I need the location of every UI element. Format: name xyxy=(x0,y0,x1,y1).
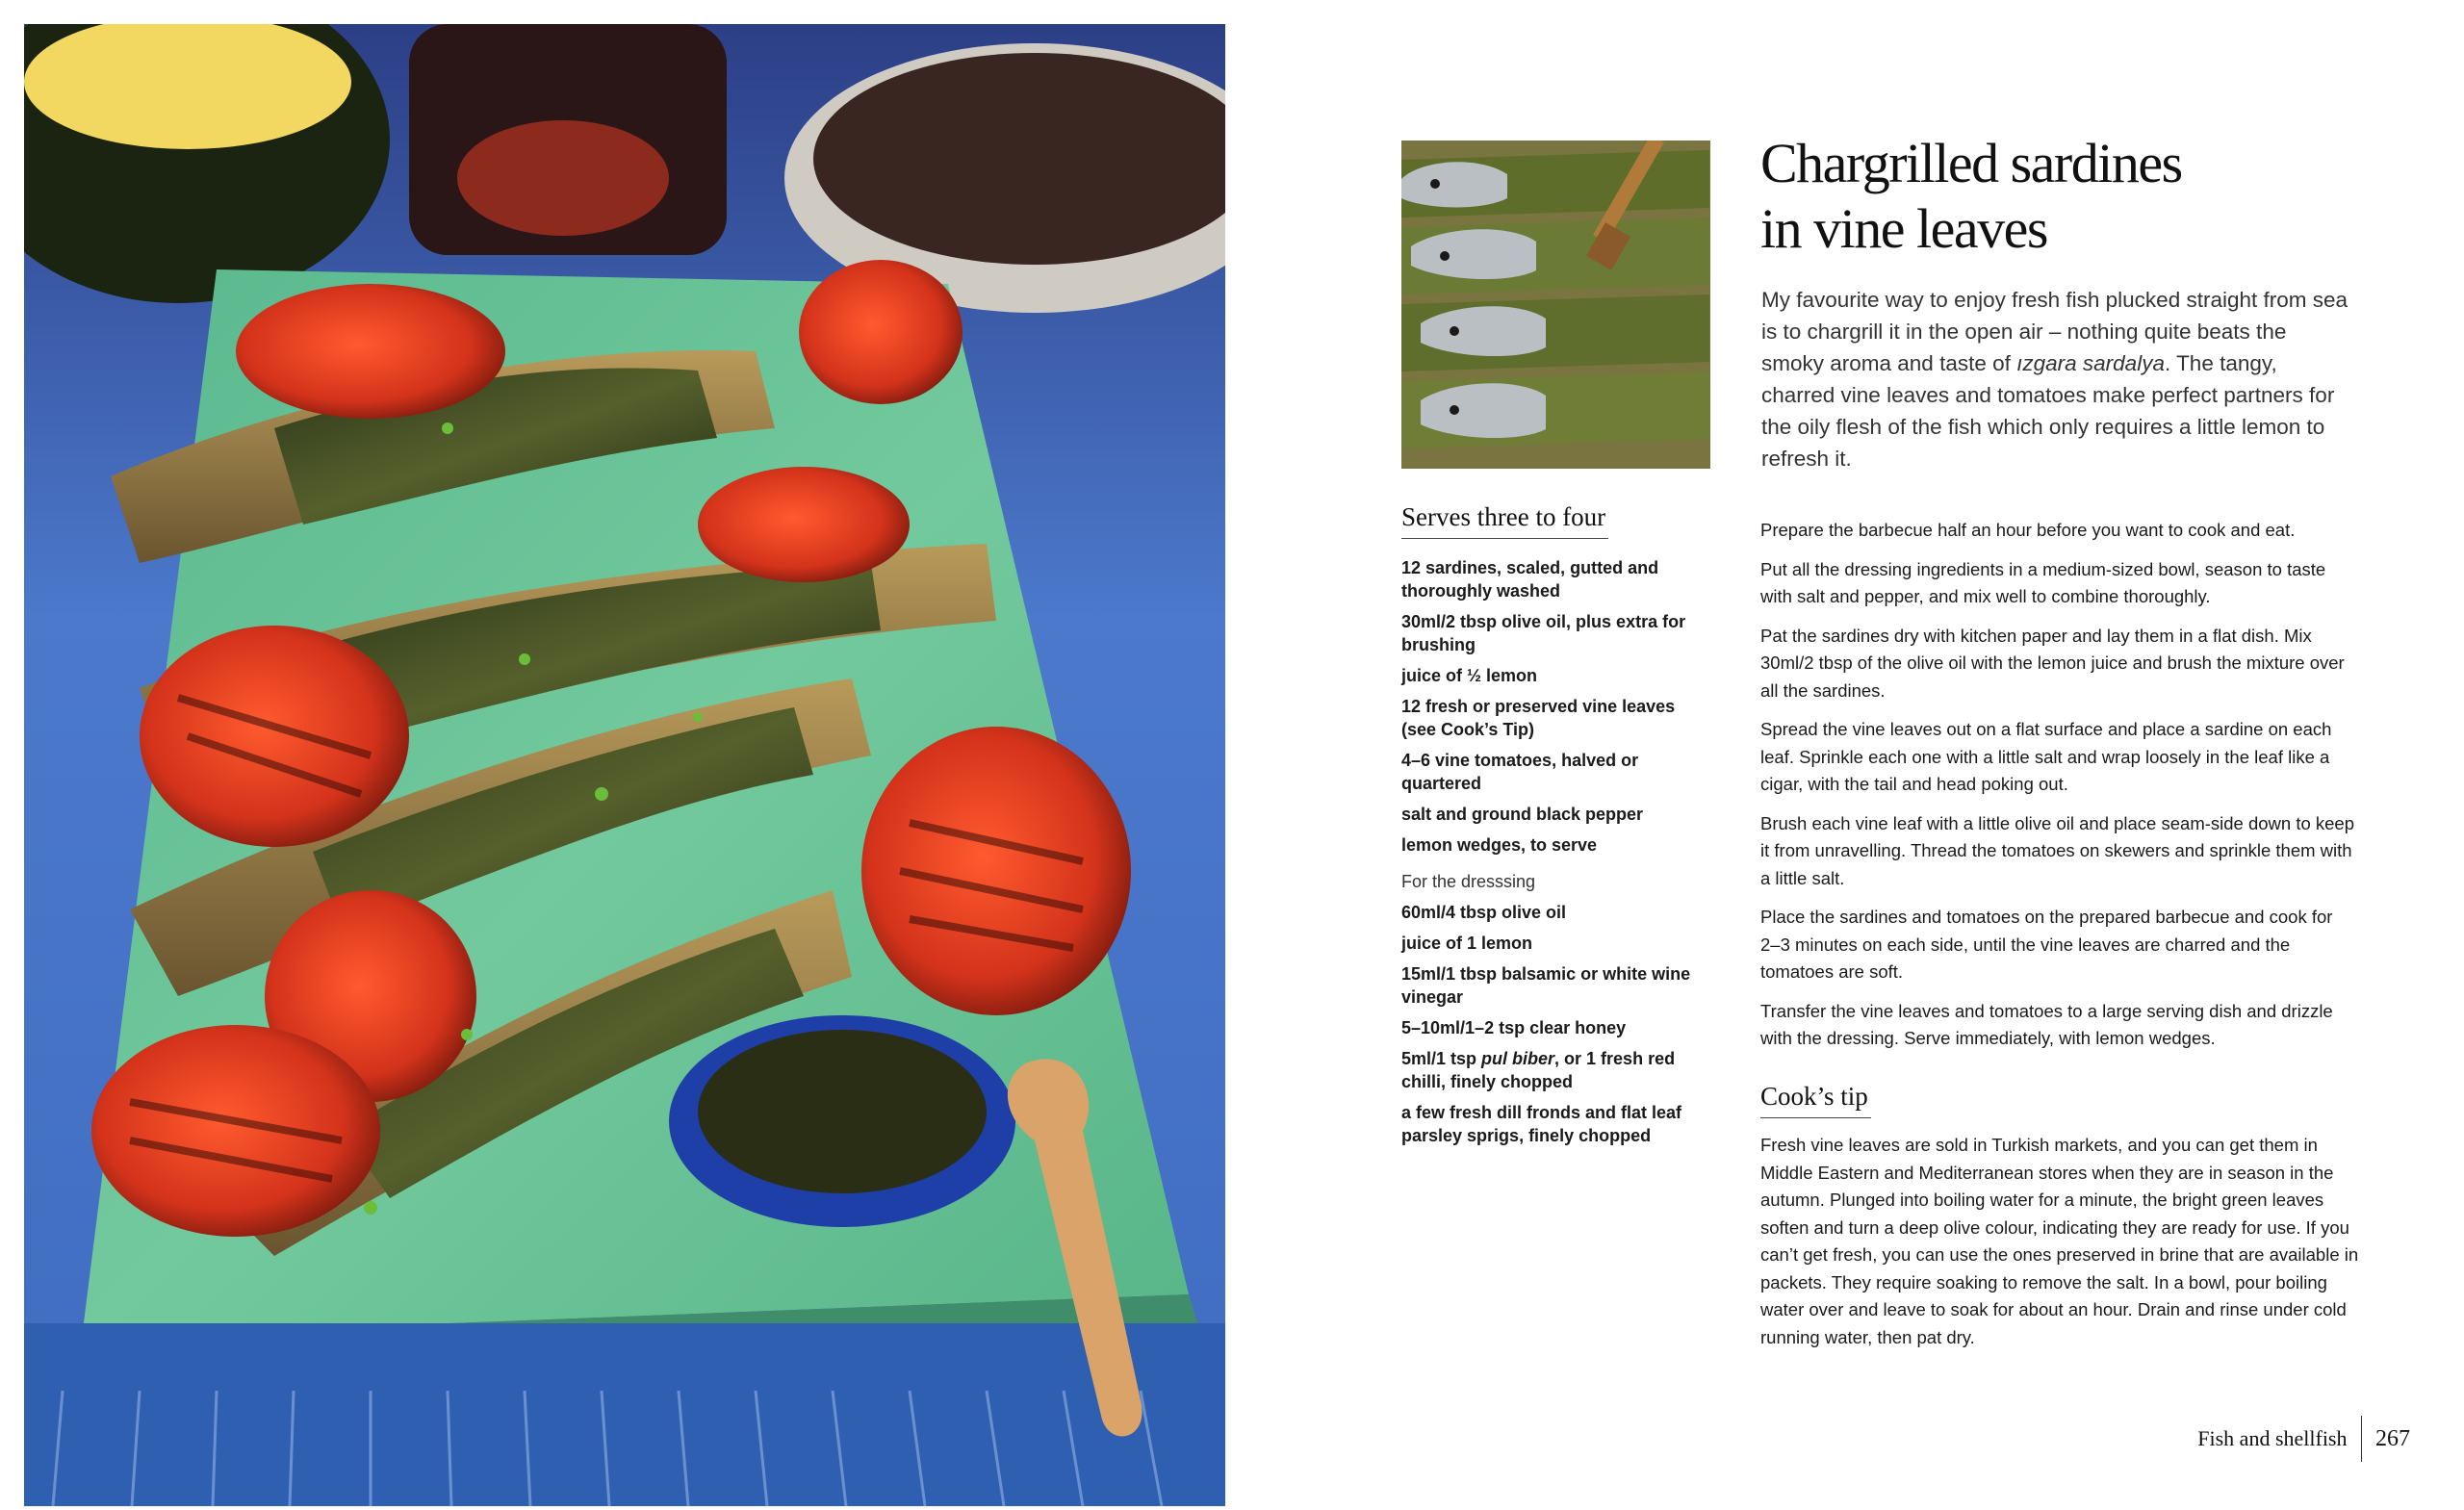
intro-text-end: . The tangy, charred vine leaves and tomatoes make perfect partners for the oily flesh of the fish which only requires a little lemon to refresh it. xyxy=(1761,351,2335,471)
ingredient-item: 4–6 vine tomatoes, halved or quartered xyxy=(1401,751,1639,793)
dressing-item: a few fresh dill fronds and flat leaf parsley sprigs, finely chopped xyxy=(1401,1103,1682,1145)
method-step: Place the sardines and tomatoes on the prepared barbecue and cook for 2–3 minutes on each side, until the vine leaves are charred and the tomatoes are soft. xyxy=(1760,907,2333,982)
ingredient-item: 12 sardines, scaled, gutted and thoroughly washed xyxy=(1401,558,1659,601)
method-step: Spread the vine leaves out on a flat surface and place a sardine on each leaf. Sprinkle each one with a little salt and wrap loosely in the leaf like a cigar, with the tail and head poking out. xyxy=(1760,719,2332,794)
ingredient-item: salt and ground black pepper xyxy=(1401,805,1644,824)
method-step: Put all the dressing ingredients in a medium-sized bowl, season to taste with salt and pepper, and mix well to combine thoroughly. xyxy=(1760,558,2326,606)
method-step: Brush each vine leaf with a little olive oil and place seam-side down to keep it from unravelling. Thread the tomatoes on skewers and sprinkle them with a little salt. xyxy=(1760,812,2355,888)
method-step: Prepare the barbecue half an hour before you want to cook and eat. xyxy=(1760,520,2296,540)
cooks-tip-heading: Cook’s tip xyxy=(1760,1082,1871,1118)
sardines-platter-image xyxy=(24,24,1225,1506)
sardines-prep-photo xyxy=(1401,141,1710,469)
ingredient-item: 12 fresh or preserved vine leaves (see Cook’s Tip) xyxy=(1401,697,1676,739)
ingredient-item: lemon wedges, to serve xyxy=(1401,835,1598,855)
dressing-item: juice of 1 lemon xyxy=(1401,934,1533,953)
cooks-tip-body: Fresh vine leaves are sold in Turkish markets, and you can get them in Middle Eastern and Mediterranean stores when they are in season in the autumn. Plunged into boiling water for a minute, the bright green leaves soften and turn a deep olive colour, indicating they are ready for use. If you can’t get fresh, you can use the ones preserved in brine that are available in packets. They require soaking to remove the salt. In a bowl, pour boiling water over and leave to soak for about an hour. Drain and rinse under cold running water, then pat dry. xyxy=(1760,1135,2359,1347)
page-number: 267 xyxy=(2375,1425,2410,1451)
recipe-title xyxy=(1760,131,2376,262)
intro-turkish-name: ızgara sardalya xyxy=(2016,351,2165,375)
page-footer xyxy=(2197,1415,2410,1463)
dressing-subheading: For the dresssing xyxy=(1401,872,1536,891)
dressing-item: 5–10ml/1–2 tsp clear honey xyxy=(1401,1018,1627,1037)
pul-biber-text-end: , or 1 fresh red chilli, finely chopped xyxy=(1401,1049,1676,1091)
recipe-intro xyxy=(1761,284,2348,474)
brushing-sardines-image xyxy=(1401,141,1710,469)
method-step: Pat the sardines dry with kitchen paper and lay them in a flat dish. Mix 30ml/2 tbsp of the olive oil with the lemon juice and brush the mixture over all the sardines. xyxy=(1760,625,2345,701)
recipe-title-line-2: in vine leaves xyxy=(1760,197,2047,260)
serves-heading: Serves three to four xyxy=(1401,502,1608,539)
intro-text-start: My favourite way to enjoy fresh fish plucked straight from sea is to chargrill it in the open air – nothing quite beats the smoky aroma and taste of xyxy=(1761,288,2348,375)
recipe-title-line-1: Chargrilled sardines xyxy=(1760,132,2182,194)
method-step: Transfer the vine leaves and tomatoes to a large serving dish and drizzle with the dressing. Serve immediately, with lemon wedges. xyxy=(1760,1000,2333,1048)
section-name: Fish and shellfish xyxy=(2197,1426,2348,1450)
dressing-item-pul-biber xyxy=(1401,1047,1700,1093)
main-food-photo xyxy=(24,24,1225,1506)
ingredient-item: juice of ½ lemon xyxy=(1401,666,1538,685)
dressing-item: 15ml/1 tbsp balsamic or white wine vinegar xyxy=(1401,964,1691,1007)
ingredients-list xyxy=(1401,556,1700,1155)
pul-biber-text-start: 5ml/1 tsp xyxy=(1401,1049,1482,1068)
pul-biber-name: pul biber xyxy=(1481,1049,1555,1068)
ingredient-item: 30ml/2 tbsp olive oil, plus extra for brushing xyxy=(1401,612,1686,654)
dressing-item: 60ml/4 tbsp olive oil xyxy=(1401,903,1567,922)
method-steps xyxy=(1760,517,2357,1064)
